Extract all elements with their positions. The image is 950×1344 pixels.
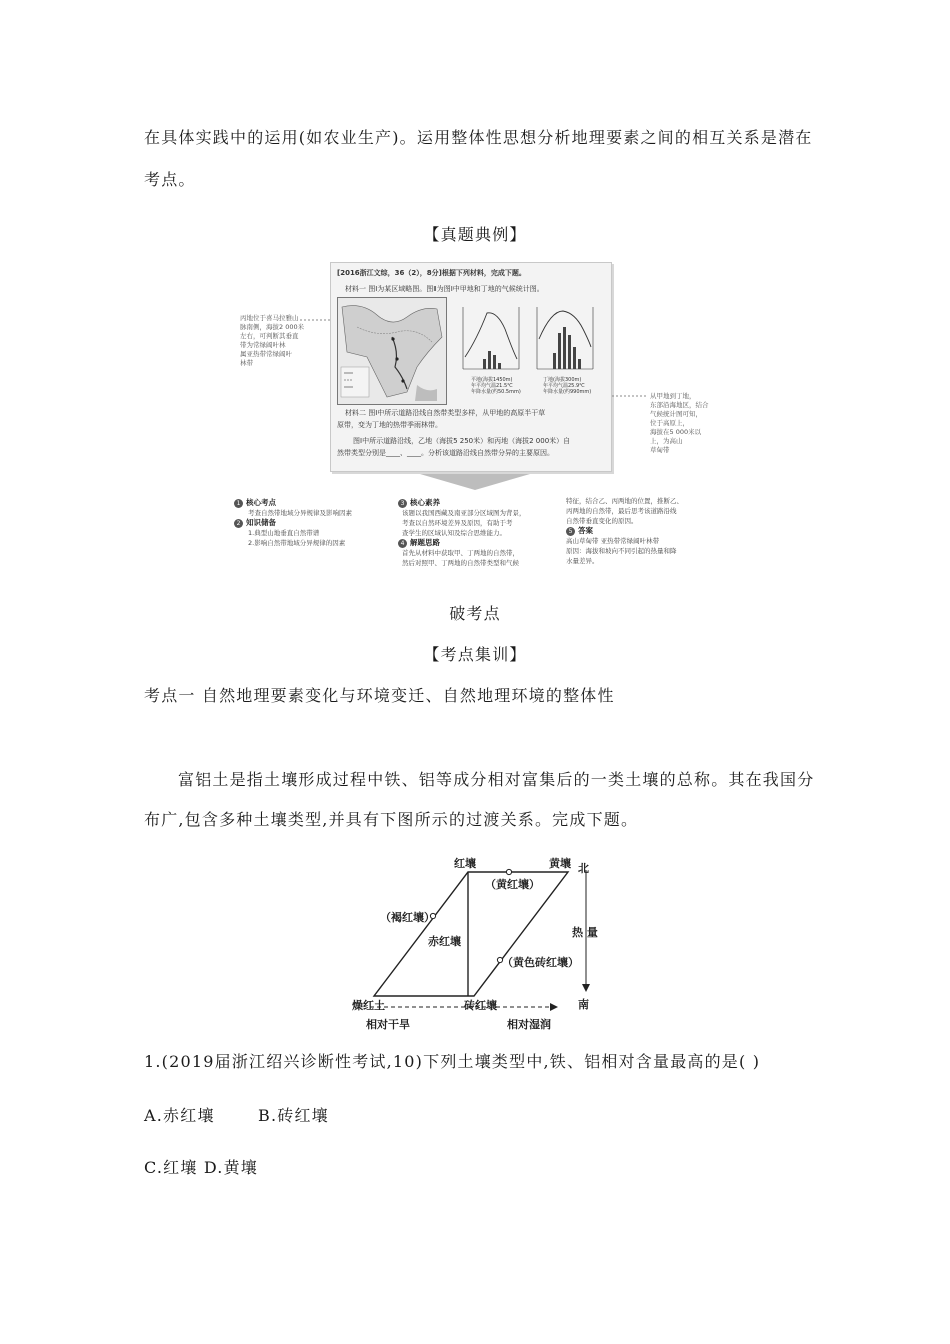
chart-left-caption-3: 年降水量(约50.5mm) <box>471 389 521 395</box>
option-a[interactable]: A.赤红壤 <box>144 1106 215 1125</box>
climate-chart-right <box>529 299 599 379</box>
label-yellow-laterite: （黄色砖红壤） <box>502 956 579 969</box>
chart-right-caption-1: 丁地(海拔300m) <box>543 377 582 383</box>
left-annotation: 丙地位于喜马拉雅山 脉南侧，海拔2 000米 左右，可判断其垂直 带为常绿阔叶林 属亚热带常绿阔叶 林带 <box>240 314 305 367</box>
card-material-2-line-1: 材料二 图Ⅰ中所示道路沿线自然带类型多样，从甲地的高原半干草 <box>345 409 546 417</box>
step-5-icon: 5 <box>566 527 575 536</box>
label-red-soil: 红壤 <box>454 857 476 870</box>
block-core-literacy: 3 核心素养 该题以我国西藏及南亚部分区域图为背景， 考查以自然环境差异及原因，有助于考 查学生的区域认知及综合思维能力。 4 解题思路 首先从材料中获取甲、丁两地的自然带， 然后对照甲、丁两地的自然带类型和气候 <box>398 498 526 568</box>
example-card <box>330 262 612 472</box>
right-annotation-connector <box>612 394 648 398</box>
label-yellow-red-soil: （黄红壤） <box>485 878 540 891</box>
chart-left-caption-2: 年平均气温21.5℃ <box>471 383 513 389</box>
card-question-line-1: 图Ⅰ中所示道路沿线，乙地（海拔5 250米）和丙地（海拔2 000米）自 <box>353 437 571 445</box>
label-yellow-soil: 黄壤 <box>549 857 571 870</box>
question-stem: 1.(2019届浙江绍兴诊断性考试,10)下列土壤类型中,铁、铝相对含量最高的是( ) <box>144 1052 761 1071</box>
chart-left-caption-1: 平地(海拔1450m) <box>471 377 513 383</box>
intro-line-1: 在具体实践中的运用(如农业生产)。运用整体性思想分析地理要素之间的相互关系是潜在 <box>144 128 813 147</box>
option-c-d[interactable]: C.红壤 D.黄壤 <box>144 1158 258 1177</box>
label-lateritic-red-soil: 赤红壤 <box>428 935 461 948</box>
label-dry-red-soil: 燥红土 <box>352 999 385 1012</box>
section-training: 【考点集训】 <box>423 645 527 664</box>
passage-line-1: 富铝土是指土壤形成过程中铁、铝等成分相对富集后的一类土壤的总称。其在我国分 <box>178 770 815 789</box>
section-break: 破考点 <box>449 604 501 623</box>
card-question-line-2: 然带类型分别是____、____。分析该道路沿线自然带分异的主要原因。 <box>337 449 554 457</box>
label-brown-red-soil: （褐红壤） <box>380 911 435 924</box>
section-real-example: 【真题典例】 <box>423 225 527 244</box>
label-south: 南 <box>578 998 589 1011</box>
card-down-arrow <box>420 474 530 492</box>
step-2-icon: 2 <box>234 519 243 528</box>
chart-right-caption-2: 年平均气温25.9℃ <box>543 383 585 389</box>
climate-chart-left <box>455 299 525 379</box>
card-material-2-line-2: 原带，变为丁地的热带季雨林带。 <box>337 421 442 429</box>
chart-right-caption-3: 年降水量(约990mm) <box>543 389 592 395</box>
step-4-icon: 4 <box>398 539 407 548</box>
label-north: 北 <box>578 862 589 875</box>
block-core-point: 1 核心考点 考查自然带地域分异规律及影响因素 2 知识储备 1.典型山地垂直自然带谱 2.影响自然带地域分异规律的因素 <box>234 498 352 548</box>
passage-line-2: 布广,包含多种土壤类型,并具有下图所示的过渡关系。完成下题。 <box>144 810 639 829</box>
step-1-icon: 1 <box>234 499 243 508</box>
card-material-1: 材料一 图Ⅰ为某区域略图。图Ⅱ为图Ⅰ中甲地和丁地的气候统计图。 <box>345 285 544 293</box>
label-relatively-wet: 相对湿润 <box>507 1018 551 1031</box>
label-relatively-dry: 相对干旱 <box>366 1018 410 1031</box>
step-3-icon: 3 <box>398 499 407 508</box>
region-map <box>337 297 447 405</box>
card-header: [2016浙江文综，36（2），8分]根据下列材料，完成下题。 <box>337 269 526 277</box>
label-heat: 热 量 <box>572 926 598 939</box>
label-laterite: 砖红壤 <box>464 999 497 1012</box>
left-annotation-connector <box>300 318 332 322</box>
option-b[interactable]: B.砖红壤 <box>258 1106 329 1125</box>
intro-line-2: 考点。 <box>144 170 196 189</box>
block-answer: 特征，结合乙、丙两地的位置，推断乙、 丙两地的自然带，最后思考该道路沿线 自然带垂直变化的原因。 5 答案 高山草甸带 亚热带常绿阔叶林带 原因：海拔和坡向不同引起的热量和降 水量差异。 <box>566 497 683 565</box>
topic-title: 考点一 自然地理要素变化与环境变迁、自然地理环境的整体性 <box>144 686 615 705</box>
right-annotation: 从甲地到丁地， 东部沿海地区，结合 气候统计图可知， 位于高原上， 海拔在5 000米以 上，为高山 草甸带 <box>650 392 709 454</box>
